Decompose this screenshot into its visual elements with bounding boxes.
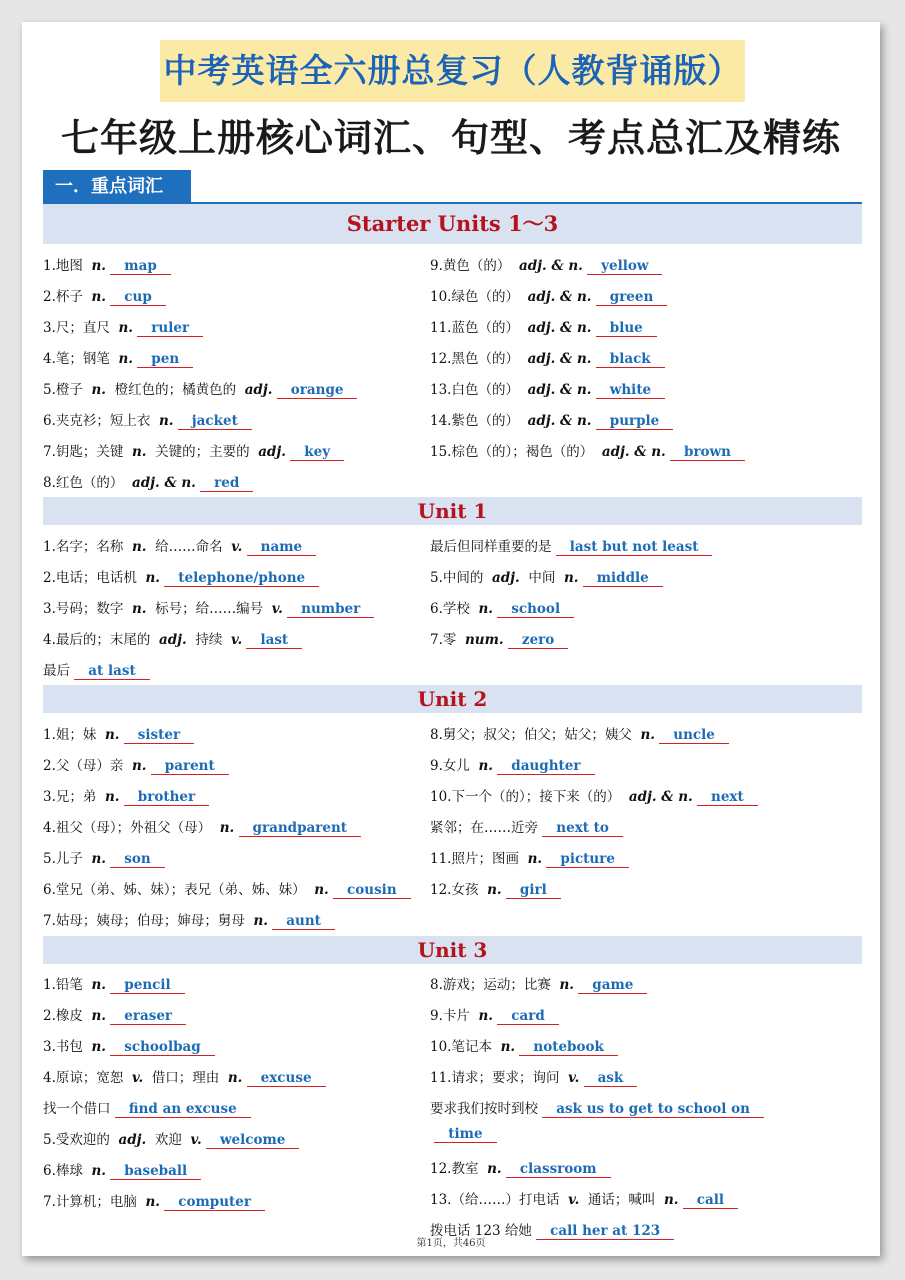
answer-blank: brother bbox=[124, 790, 209, 806]
answer-blank: grandparent bbox=[239, 821, 362, 837]
vocab-chinese: 2.电话；电话机 bbox=[43, 570, 137, 586]
answer-blank: girl bbox=[506, 883, 561, 899]
answer-blank: game bbox=[578, 978, 647, 994]
vocab-chinese: 13.白色（的） bbox=[430, 382, 519, 398]
vocab-item bbox=[43, 973, 185, 994]
vocab-chinese: 7.姑母；姨母；伯母；婶母；舅母 bbox=[43, 913, 245, 929]
vocab-item bbox=[430, 723, 729, 744]
vocab-chinese: 7.零 bbox=[430, 632, 457, 648]
vocab-item bbox=[430, 285, 667, 306]
part-of-speech: adj. & n. bbox=[527, 382, 592, 398]
unit-header-unit1: Unit 1 bbox=[43, 497, 862, 525]
answer-blank: notebook bbox=[519, 1040, 617, 1056]
vocab-chinese: 10.绿色（的） bbox=[430, 289, 519, 305]
part-of-speech: n. bbox=[640, 727, 655, 743]
vocab-item bbox=[430, 1066, 637, 1087]
vocab-item bbox=[43, 659, 150, 680]
part-of-speech-2: v. bbox=[190, 1132, 202, 1148]
part-of-speech: n. bbox=[104, 789, 120, 805]
vocab-item bbox=[43, 628, 302, 649]
vocab-item bbox=[430, 1097, 764, 1118]
answer-blank: ask bbox=[584, 1071, 638, 1087]
answer-blank: zero bbox=[508, 633, 568, 649]
vocab-chinese: 12.黑色（的） bbox=[430, 351, 519, 367]
answer-blank: classroom bbox=[506, 1162, 611, 1178]
vocab-chinese: 4.最后的；末尾的 bbox=[43, 632, 151, 648]
vocab-item bbox=[43, 597, 374, 618]
answer-blank: call bbox=[683, 1193, 738, 1209]
answer-blank: find an excuse bbox=[115, 1102, 251, 1118]
answer-blank: ask us to get to school on bbox=[542, 1102, 764, 1118]
subtitle: 七年级上册核心词汇、句型、考点总汇及精练 bbox=[60, 116, 841, 160]
answer-blank: at last bbox=[74, 664, 149, 680]
vocab-chinese-2: 欢迎 bbox=[154, 1132, 182, 1148]
vocab-item bbox=[430, 1004, 559, 1025]
part-of-speech: v. bbox=[568, 1192, 580, 1208]
vocab-item bbox=[43, 847, 165, 868]
part-of-speech-2: v. bbox=[271, 601, 283, 617]
unit-header-unit2: Unit 2 bbox=[43, 685, 862, 713]
part-of-speech: n. bbox=[145, 1194, 160, 1210]
part-of-speech: n. bbox=[131, 601, 147, 617]
answer-blank: aunt bbox=[272, 914, 335, 930]
part-of-speech: n. bbox=[91, 1008, 106, 1024]
vocab-chinese: 1.铅笔 bbox=[43, 977, 83, 993]
answer-blank: next to bbox=[542, 821, 623, 837]
vocab-chinese: 7.计算机；电脑 bbox=[43, 1194, 137, 1210]
answer-blank: cousin bbox=[333, 883, 411, 899]
part-of-speech: n. bbox=[500, 1039, 516, 1055]
vocab-item bbox=[430, 378, 665, 399]
answer-blank: next bbox=[697, 790, 758, 806]
answer-blank: sister bbox=[124, 728, 194, 744]
vocab-chinese: 5.中间的 bbox=[430, 570, 484, 586]
answer-blank: call her at 123 bbox=[536, 1224, 674, 1240]
vocab-item bbox=[43, 754, 229, 775]
part-of-speech: n. bbox=[91, 851, 106, 867]
vocab-chinese: 1.名字；名称 bbox=[43, 539, 124, 555]
vocab-item bbox=[430, 785, 758, 806]
answer-blank: schoolbag bbox=[110, 1040, 214, 1056]
part-of-speech: n. bbox=[91, 289, 106, 305]
part-of-speech: n. bbox=[487, 1161, 502, 1177]
answer-blank: telephone/phone bbox=[164, 571, 319, 587]
part-of-speech: adj. & n. bbox=[628, 789, 693, 805]
vocab-item bbox=[43, 440, 344, 461]
part-of-speech: v. bbox=[131, 1070, 144, 1086]
part-of-speech: adj. & n. bbox=[527, 320, 592, 336]
answer-blank: baseball bbox=[110, 1164, 201, 1180]
vocab-item bbox=[43, 254, 171, 275]
answer-blank: parent bbox=[151, 759, 229, 775]
part-of-speech: n. bbox=[131, 444, 147, 460]
part-of-speech: n. bbox=[158, 413, 174, 429]
vocab-chinese: 13.（给……）打电话 bbox=[430, 1192, 560, 1208]
vocab-item bbox=[43, 1097, 251, 1118]
answer-blank: excuse bbox=[247, 1071, 326, 1087]
vocab-item bbox=[43, 1004, 186, 1025]
part-of-speech: adj. & n. bbox=[131, 475, 196, 491]
answer-blank: middle bbox=[583, 571, 663, 587]
vocab-chinese: 2.橡皮 bbox=[43, 1008, 83, 1024]
part-of-speech: n. bbox=[91, 1039, 106, 1055]
part-of-speech-2: adj. bbox=[244, 382, 273, 398]
answer-blank: yellow bbox=[587, 259, 662, 275]
vocab-chinese: 找一个借口 bbox=[43, 1101, 111, 1117]
part-of-speech-2: v. bbox=[230, 632, 243, 648]
vocab-chinese: 10.笔记本 bbox=[430, 1039, 492, 1055]
answer-blank: picture bbox=[546, 852, 629, 868]
vocab-chinese: 紧邻；在……近旁 bbox=[430, 820, 538, 836]
vocab-item bbox=[43, 535, 316, 556]
vocab-chinese: 10.下一个（的）；接下来（的） bbox=[430, 789, 621, 805]
answer-blank: cup bbox=[110, 290, 165, 306]
part-of-speech: adj. & n. bbox=[601, 444, 666, 460]
answer-blank: key bbox=[290, 445, 344, 461]
part-of-speech: n. bbox=[478, 601, 493, 617]
unit-header-unit3: Unit 3 bbox=[43, 936, 862, 964]
vocab-item bbox=[430, 254, 662, 275]
answer-blank: blue bbox=[596, 321, 657, 337]
vocab-chinese: 5.儿子 bbox=[43, 851, 83, 867]
part-of-speech: n. bbox=[131, 758, 147, 774]
vocab-item bbox=[430, 847, 629, 868]
answer-blank: uncle bbox=[659, 728, 729, 744]
main-title: 中考英语全六册总复习（人教背诵版） bbox=[160, 40, 745, 102]
vocab-item bbox=[43, 878, 411, 899]
answer-blank: green bbox=[596, 290, 668, 306]
vocab-item bbox=[43, 1128, 299, 1149]
part-of-speech: n. bbox=[91, 977, 106, 993]
vocab-chinese-2: 标号；给……编号 bbox=[155, 601, 264, 617]
vocab-item bbox=[43, 285, 166, 306]
vocab-chinese: 最后但同样重要的是 bbox=[430, 539, 552, 555]
vocab-item bbox=[430, 1035, 618, 1056]
vocab-chinese: 4.祖父（母）；外祖父（母） bbox=[43, 820, 212, 836]
vocab-item bbox=[43, 471, 253, 492]
vocab-item bbox=[43, 909, 335, 930]
vocab-chinese-2: 借口；理由 bbox=[151, 1070, 220, 1086]
vocab-chinese: 12.女孩 bbox=[430, 882, 479, 898]
answer-blank: pen bbox=[137, 352, 193, 368]
vocab-chinese: 最后 bbox=[43, 663, 70, 679]
vocab-item bbox=[43, 723, 194, 744]
vocab-chinese: 拨电话 123 给她 bbox=[430, 1223, 532, 1239]
vocab-item bbox=[43, 566, 319, 587]
part-of-speech: n. bbox=[118, 351, 133, 367]
answer-blank: pencil bbox=[110, 978, 184, 994]
answer-blank: white bbox=[596, 383, 665, 399]
vocab-chinese: 12.教室 bbox=[430, 1161, 479, 1177]
part-of-speech: n. bbox=[91, 1163, 106, 1179]
answer-blank: ruler bbox=[137, 321, 203, 337]
answer-blank: time bbox=[434, 1127, 496, 1143]
part-of-speech-2: adj. bbox=[258, 444, 286, 460]
vocab-chinese: 4.原谅；宽恕 bbox=[43, 1070, 124, 1086]
part-of-speech: n. bbox=[487, 882, 502, 898]
answer-blank: son bbox=[110, 852, 164, 868]
answer-blank: last but not least bbox=[556, 540, 713, 556]
answer-blank: number bbox=[287, 602, 374, 618]
answer-blank: orange bbox=[277, 383, 358, 399]
vocab-chinese: 9.卡片 bbox=[430, 1008, 470, 1024]
vocab-item bbox=[43, 1035, 215, 1056]
vocab-item bbox=[43, 316, 203, 337]
vocab-chinese: 2.父（母）亲 bbox=[43, 758, 124, 774]
vocab-chinese: 9.女儿 bbox=[430, 758, 470, 774]
vocab-chinese: 7.钥匙；关键 bbox=[43, 444, 124, 460]
vocab-item bbox=[43, 1159, 201, 1180]
part-of-speech: adj. bbox=[118, 1132, 147, 1148]
vocab-item bbox=[43, 378, 357, 399]
vocab-chinese: 5.受欢迎的 bbox=[43, 1132, 110, 1148]
vocab-item bbox=[430, 409, 673, 430]
vocab-item bbox=[430, 1157, 611, 1178]
vocab-item bbox=[430, 597, 574, 618]
vocab-chinese: 2.杯子 bbox=[43, 289, 83, 305]
vocab-item bbox=[43, 1190, 265, 1211]
vocab-item bbox=[430, 754, 595, 775]
part-of-speech: n. bbox=[131, 539, 147, 555]
answer-blank: name bbox=[247, 540, 316, 556]
vocab-chinese-2: 通话；喊叫 bbox=[587, 1192, 656, 1208]
vocab-chinese: 15.棕色（的）；褐色（的） bbox=[430, 444, 594, 460]
vocab-item bbox=[43, 1066, 326, 1087]
vocab-chinese: 6.学校 bbox=[430, 601, 470, 617]
answer-blank: red bbox=[200, 476, 253, 492]
vocab-chinese-2: 中间 bbox=[528, 570, 556, 586]
vocab-item bbox=[43, 409, 252, 430]
part-of-speech: adj. & n. bbox=[527, 351, 592, 367]
vocab-chinese: 11.蓝色（的） bbox=[430, 320, 519, 336]
answer-blank: black bbox=[596, 352, 665, 368]
vocab-item bbox=[43, 347, 193, 368]
vocab-chinese: 5.橙子 bbox=[43, 382, 83, 398]
answer-blank: purple bbox=[596, 414, 674, 430]
part-of-speech: n. bbox=[559, 977, 574, 993]
part-of-speech: n. bbox=[91, 258, 106, 274]
vocab-chinese: 8.游戏；运动；比赛 bbox=[430, 977, 551, 993]
answer-blank: map bbox=[110, 259, 170, 275]
section-label: 一．重点词汇 bbox=[43, 170, 191, 204]
part-of-speech: adj. bbox=[491, 570, 520, 586]
vocab-chinese-2: 给……命名 bbox=[155, 539, 223, 555]
vocab-chinese: 6.堂兄（弟、姊、妹）；表兄（弟、姊、妹） bbox=[43, 882, 306, 898]
vocab-chinese: 8.红色（的） bbox=[43, 475, 124, 491]
page-footer: 第1页，共46页 bbox=[416, 1238, 486, 1249]
vocab-item bbox=[430, 1126, 497, 1143]
vocab-item bbox=[430, 440, 745, 461]
answer-blank: computer bbox=[164, 1195, 265, 1211]
vocab-chinese: 1.地图 bbox=[43, 258, 83, 274]
vocab-chinese: 3.兄；弟 bbox=[43, 789, 97, 805]
vocab-item bbox=[430, 816, 623, 837]
vocab-chinese: 4.笔；钢笔 bbox=[43, 351, 110, 367]
part-of-speech: n. bbox=[478, 758, 493, 774]
vocab-chinese: 11.照片；图画 bbox=[430, 851, 519, 867]
part-of-speech: n. bbox=[527, 851, 543, 867]
part-of-speech: n. bbox=[145, 570, 160, 586]
vocab-item bbox=[430, 973, 647, 994]
part-of-speech-2: v. bbox=[231, 539, 243, 555]
vocab-chinese: 3.书包 bbox=[43, 1039, 83, 1055]
part-of-speech: num. bbox=[464, 632, 504, 648]
answer-blank: eraser bbox=[110, 1009, 186, 1025]
vocab-chinese: 9.黄色（的） bbox=[430, 258, 511, 274]
answer-blank: last bbox=[246, 633, 302, 649]
vocab-chinese: 要求我们按时到校 bbox=[430, 1101, 538, 1117]
vocab-chinese: 6.夹克衫；短上衣 bbox=[43, 413, 151, 429]
vocab-chinese-2: 关键的；主要的 bbox=[155, 444, 250, 460]
part-of-speech: adj. & n. bbox=[527, 413, 592, 429]
part-of-speech: n. bbox=[253, 913, 268, 929]
vocab-item bbox=[430, 316, 657, 337]
part-of-speech: n. bbox=[104, 727, 120, 743]
part-of-speech: v. bbox=[568, 1070, 580, 1086]
answer-blank: jacket bbox=[178, 414, 252, 430]
vocab-chinese: 1.姐；妹 bbox=[43, 727, 97, 743]
part-of-speech: n. bbox=[91, 382, 106, 398]
part-of-speech: adj. & n. bbox=[518, 258, 583, 274]
vocab-item bbox=[430, 535, 712, 556]
document-page bbox=[22, 22, 880, 1256]
answer-blank: card bbox=[497, 1009, 559, 1025]
vocab-item bbox=[43, 816, 361, 837]
answer-blank: welcome bbox=[206, 1133, 299, 1149]
part-of-speech-2: n. bbox=[663, 1192, 679, 1208]
vocab-chinese: 3.号码；数字 bbox=[43, 601, 124, 617]
vocab-chinese-2: 橙红色的；橘黄色的 bbox=[114, 382, 237, 398]
vocab-item bbox=[430, 1188, 738, 1209]
answer-blank: daughter bbox=[497, 759, 594, 775]
unit-header-starter: Starter Units 1～3 bbox=[43, 204, 862, 244]
part-of-speech: adj. & n. bbox=[527, 289, 592, 305]
part-of-speech: adj. bbox=[158, 632, 187, 648]
part-of-speech-2: n. bbox=[563, 570, 579, 586]
vocab-item bbox=[43, 785, 209, 806]
part-of-speech: n. bbox=[478, 1008, 493, 1024]
answer-blank: school bbox=[497, 602, 574, 618]
vocab-chinese: 14.紫色（的） bbox=[430, 413, 519, 429]
vocab-item bbox=[430, 878, 561, 899]
vocab-chinese-2: 持续 bbox=[195, 632, 223, 648]
vocab-chinese: 8.舅父；叔父；伯父；姑父；姨父 bbox=[430, 727, 632, 743]
part-of-speech: n. bbox=[219, 820, 235, 836]
part-of-speech: n. bbox=[118, 320, 133, 336]
part-of-speech: n. bbox=[314, 882, 329, 898]
vocab-chinese: 3.尺；直尺 bbox=[43, 320, 110, 336]
vocab-item bbox=[430, 628, 568, 649]
vocab-chinese: 6.棒球 bbox=[43, 1163, 83, 1179]
vocab-item bbox=[430, 347, 665, 368]
vocab-item bbox=[430, 566, 663, 587]
part-of-speech-2: n. bbox=[227, 1070, 243, 1086]
answer-blank: brown bbox=[670, 445, 745, 461]
vocab-chinese: 11.请求；要求；询问 bbox=[430, 1070, 560, 1086]
